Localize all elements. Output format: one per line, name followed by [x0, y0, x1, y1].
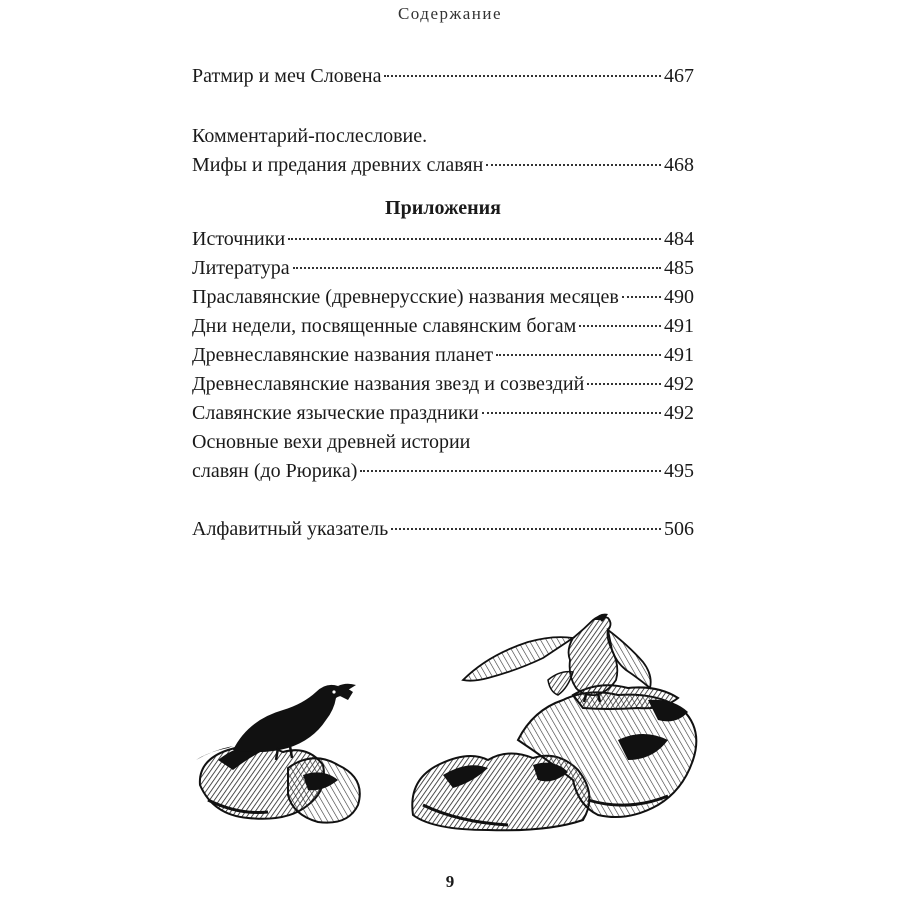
dot-leader — [360, 470, 661, 472]
toc-entry-appendix — [192, 341, 694, 370]
toc-entry-appendix — [192, 370, 694, 399]
toc-entry-ratmir — [192, 62, 694, 91]
toc-entry-title-line2: Мифы и предания древних славян — [192, 154, 484, 176]
toc-entry-milestones — [192, 428, 694, 486]
toc-entry-title: Источники — [192, 228, 286, 250]
toc-entry-appendix — [192, 225, 694, 254]
dot-leader — [384, 75, 661, 77]
left-rocks — [200, 745, 360, 822]
toc-entry-page: 491 — [664, 344, 694, 366]
toc-entry-title-line2: славян (до Рюрика) — [192, 460, 358, 482]
right-rocks — [412, 685, 696, 830]
toc-entry-appendix — [192, 399, 694, 428]
toc-entry-page: 467 — [664, 65, 694, 87]
toc-entry-page: 495 — [664, 460, 694, 482]
toc-entry-commentary — [192, 122, 694, 180]
toc-entry-page: 491 — [664, 315, 694, 337]
toc-entry-title-line1: Основные вехи древней истории — [192, 431, 471, 453]
toc-entry-title-line1: Комментарий-послесловие. — [192, 125, 428, 147]
dot-leader — [482, 412, 661, 414]
toc-entry-title: Литература — [192, 257, 290, 279]
toc-entry-appendix — [192, 254, 694, 283]
birds-on-rocks-illustration — [188, 600, 718, 870]
toc-entry-title: Праславянские (древнерусские) названия месяцев — [192, 286, 619, 308]
toc-entry-title: Древнеславянские названия планет — [192, 344, 494, 366]
toc-entry-page: 492 — [664, 402, 694, 424]
appendix-heading: Приложения — [385, 197, 501, 219]
toc-entry-title: Древнеславянские названия звезд и созвездий — [192, 373, 585, 395]
dot-leader — [496, 354, 661, 356]
toc-entry-title: Алфавитный указатель — [192, 518, 389, 540]
toc-entry-page: 484 — [664, 228, 694, 250]
toc-entry-page: 485 — [664, 257, 694, 279]
toc-entry-title: Славянские языческие праздники — [192, 402, 479, 424]
toc-entry-title: Дни недели, посвященные славянским богам — [192, 315, 577, 337]
dot-leader — [288, 238, 661, 240]
toc-entry-appendix — [192, 312, 694, 341]
raven-figure — [196, 684, 356, 760]
page-number: 9 — [445, 872, 455, 891]
dot-leader — [579, 325, 661, 327]
toc-entry-page: 490 — [664, 286, 694, 308]
dot-leader — [587, 383, 661, 385]
dot-leader — [293, 267, 661, 269]
dot-leader — [486, 164, 661, 166]
toc-entry-title: Ратмир и меч Словена — [192, 65, 382, 87]
toc-entry-page: 506 — [664, 518, 694, 540]
dot-leader — [391, 528, 661, 530]
toc-entry-index — [192, 515, 694, 544]
dot-leader — [622, 296, 661, 298]
running-head: Содержание — [397, 4, 503, 23]
toc-entry-appendix — [192, 283, 694, 312]
toc-entry-page: 492 — [664, 373, 694, 395]
table-of-contents — [192, 62, 694, 544]
toc-entry-page: 468 — [664, 154, 694, 176]
